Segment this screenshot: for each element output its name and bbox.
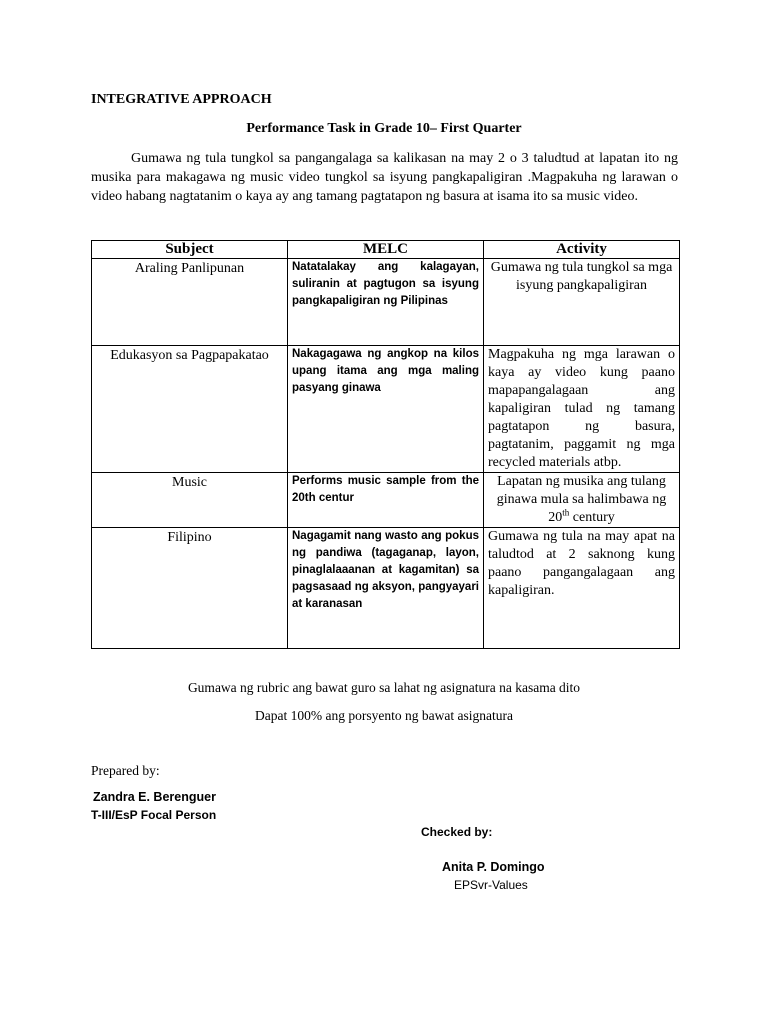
table-row bbox=[92, 473, 680, 528]
activity-cell: Gumawa ng tula na may apat na taludtod at 2 saknong kung paano pangangalagaan ang kapaligiran. bbox=[484, 528, 680, 649]
prepared-by-name: Zandra E. Berenguer bbox=[93, 790, 216, 804]
subject-cell: Music bbox=[92, 473, 288, 528]
performance-task-table bbox=[91, 240, 680, 649]
checked-by-title: EPSvr-Values bbox=[454, 878, 528, 892]
table-row bbox=[92, 259, 680, 346]
table-header-row bbox=[92, 241, 680, 259]
prepared-by-label: Prepared by: bbox=[91, 763, 160, 778]
table-row bbox=[92, 346, 680, 473]
header-subject: Subject bbox=[92, 241, 288, 259]
header-melc: MELC bbox=[288, 241, 484, 259]
melc-cell: Nagagamit nang wasto ang pokus ng pandiwa (tagaganap, layon, pinaglalaaanan at kagamitan) sa pagsasaad ng aksyon, pangyayari at karanasan bbox=[288, 528, 484, 649]
percent-note: Dapat 100% ang porsyento ng bawat asignatura bbox=[255, 708, 513, 723]
intro-paragraph: Gumawa ng tula tungkol sa pangangalaga sa kalikasan na may 2 o 3 taludtud at lapatan ito ng musika para makagawa ng music video tungkol sa isyung pangkapaligiran .Magpakuha ng larawan o video habang nagtatanim o kaya ay ang tamang pagtatapon ng basura at isama ito sa music video. bbox=[91, 151, 678, 204]
subject-cell: Filipino bbox=[92, 528, 288, 649]
checked-by-label: Checked by: bbox=[421, 825, 493, 839]
activity-cell bbox=[484, 473, 680, 528]
document-subtitle: Performance Task in Grade 10– First Quarter bbox=[246, 121, 522, 136]
melc-cell: Nakagagawa ng angkop na kilos upang itama ang mga maling pasyang ginawa bbox=[288, 346, 484, 473]
activity-text: Lapatan ng musika ang tulang ginawa mula sa halimbawa ng 20 bbox=[496, 474, 667, 525]
subject-cell: Edukasyon sa Pagpapakatao bbox=[92, 346, 288, 473]
prepared-by-title: T-III/EsP Focal Person bbox=[91, 808, 217, 822]
subject-cell: Araling Panlipunan bbox=[92, 259, 288, 346]
activity-text-tail: century bbox=[569, 510, 615, 525]
activity-cell: Magpakuha ng mga larawan o kaya ay video kung paano mapapangalagaan ang kapaligiran tulad ng tamang pagtatapon ng basura, pagtatanim, paggamit ng mga recycled materials atbp. bbox=[484, 346, 680, 473]
checked-by-name: Anita P. Domingo bbox=[442, 860, 545, 874]
ordinal-superscript: th bbox=[562, 507, 570, 518]
table-row bbox=[92, 528, 680, 649]
melc-cell: Natatalakay ang kalagayan, suliranin at pagtugon sa isyung pangkapaligiran ng Pilipinas bbox=[288, 259, 484, 346]
activity-cell: Gumawa ng tula tungkol sa mga isyung pangkapaligiran bbox=[484, 259, 680, 346]
rubric-note: Gumawa ng rubric ang bawat guro sa lahat ng asignatura na kasama dito bbox=[187, 680, 581, 695]
header-activity: Activity bbox=[484, 241, 680, 259]
document-heading: INTEGRATIVE APPROACH bbox=[91, 92, 272, 107]
melc-cell: Performs music sample from the 20th centur bbox=[288, 473, 484, 528]
